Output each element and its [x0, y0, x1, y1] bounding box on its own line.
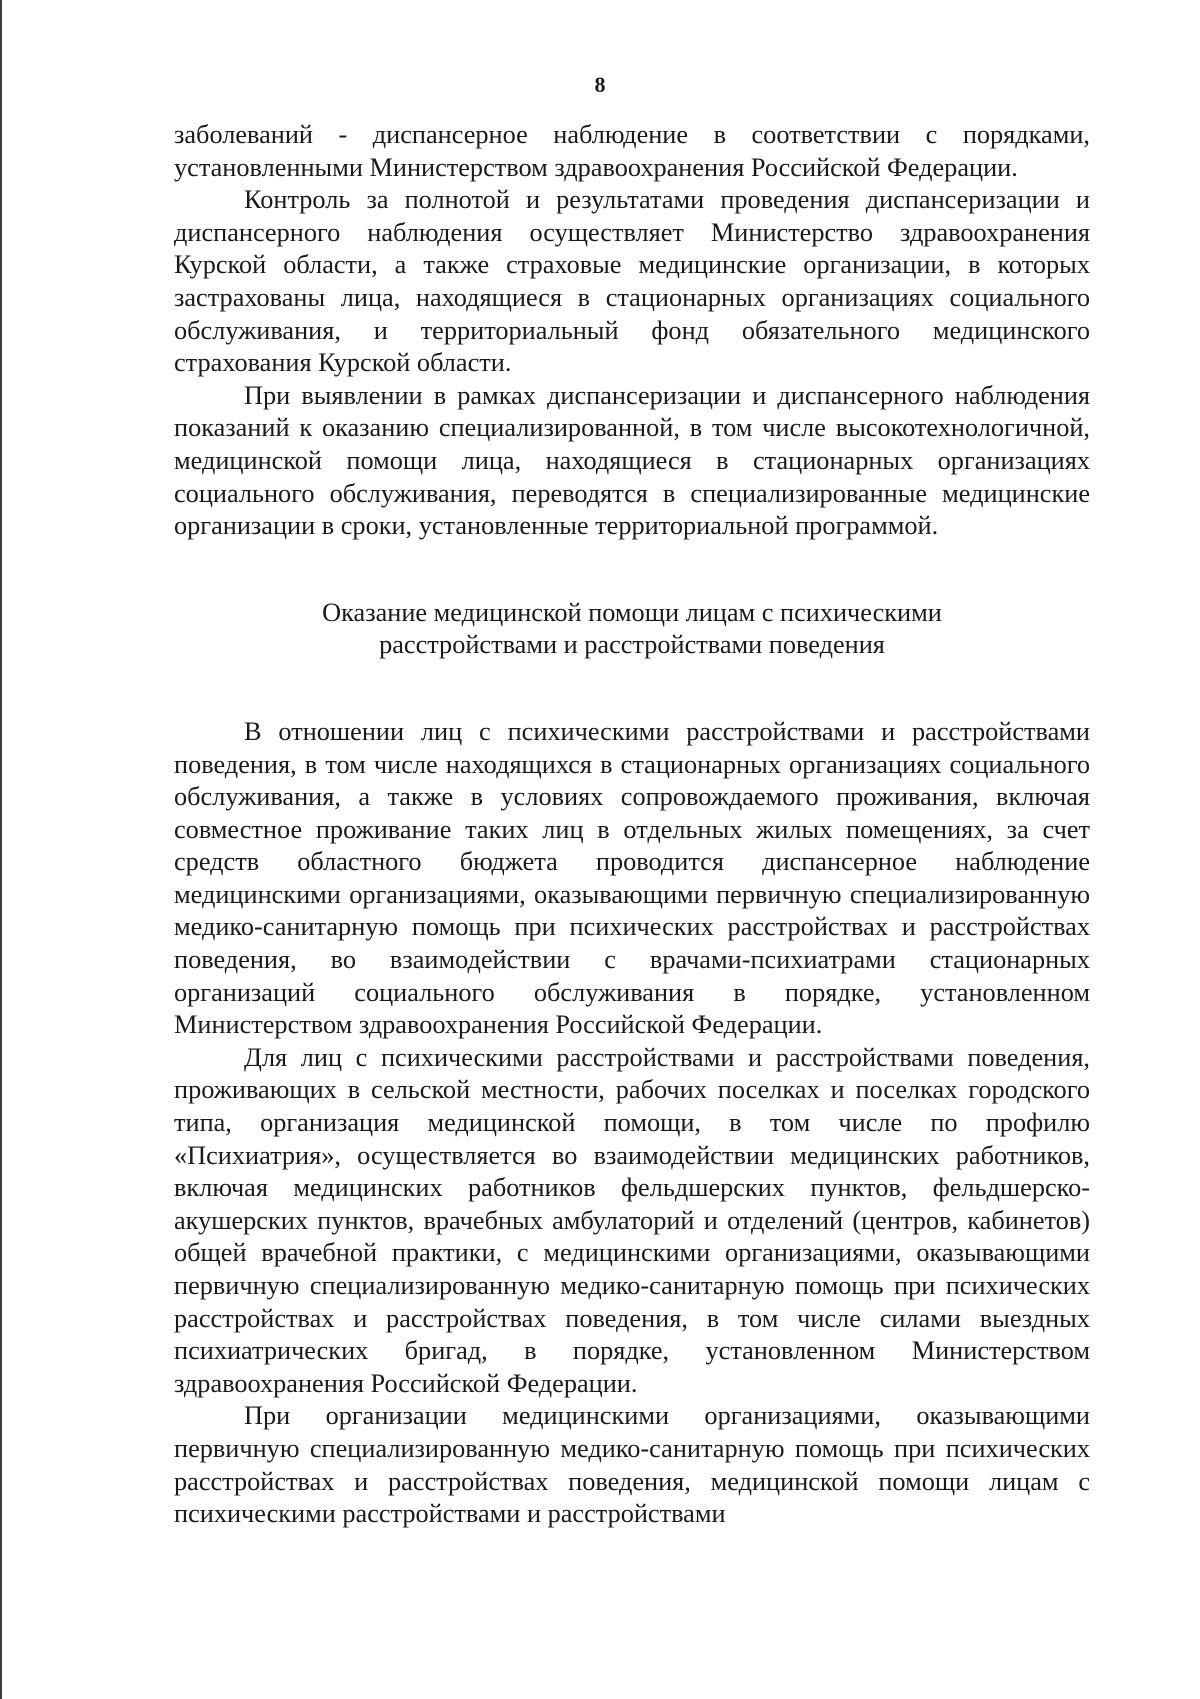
section-heading [174, 597, 1090, 662]
paragraph: При выявлении в рамках диспансеризации и диспансерного наблюдения показаний к оказанию специализированной, в том числе высокотехнологичной, медицинской помощи лица, находящиеся в стационарных организациях социального обслуживания, переводятся в специализированные медицинские организации в сроки, установленные территориальной программой. [174, 380, 1090, 541]
paragraph: Контроль за полнотой и результатами проведения диспансеризации и диспансерного наблюдения осуществляет Министерство здравоохранения Курской области, а также страховые медицинские организации, в которых застрахованы лица, находящиеся в стационарных организациях социального обслуживания, и территориальный фонд обязательного медицинского страхования Курской области. [174, 185, 1090, 378]
paragraph: заболеваний - диспансерное наблюдение в соответствии с порядками, установленными Министерством здравоохранения Российской Федерации. [174, 120, 1090, 182]
section-heading-line: расстройствами и расстройствами поведения [379, 630, 885, 660]
scan-edge-line [0, 0, 2, 1699]
page-number: 8 [594, 72, 606, 97]
paragraph: Для лиц с психическими расстройствами и расстройствами поведения, проживающих в сельской местности, рабочих поселках и поселках городского типа, организация медицинской помощи, в том числе по профилю «Психиатрия», осуществляется во взаимодействии медицинских работников, включая медицинских работников фельдшерских пунктов, фельдшерско-акушерских пунктов, врачебных амбулаторий и отделений (центров, кабинетов) общей врачебной практики, с медицинскими организациями, оказывающими первичную специализированную медико-санитарную помощь при психических расстройствах и расстройствах поведения, в том числе силами выездных психиатрических бригад, в порядке, установленном Министерством здравоохранения Российской Федерации. [174, 1042, 1090, 1398]
section-heading-line: Оказание медицинской помощи лицам с психическими [322, 597, 942, 627]
paragraph: При организации медицинскими организациями, оказывающими первичную специализированную медико-санитарную помощь при психических расстройствах и расстройствах поведения, медицинской помощи лицам с психическими расстройствами и расстройствами [174, 1401, 1090, 1529]
document-body [174, 119, 1090, 1531]
paragraph: В отношении лиц с психическими расстройствами и расстройствами поведения, в том числе находящихся в стационарных организациях социального обслуживания, а также в условиях сопровождаемого проживания, включая совместное проживание таких лиц в отдельных жилых помещениях, за счет средств областного бюджета проводится диспансерное наблюдение медицинскими организациями, оказывающими первичную специализированную медико-санитарную помощь при психических расстройствах и расстройствах поведения, во взаимодействии с врачами-психиатрами стационарных организаций социального обслуживания в порядке, установленном Министерством здравоохранения Российской Федерации. [174, 716, 1090, 1040]
